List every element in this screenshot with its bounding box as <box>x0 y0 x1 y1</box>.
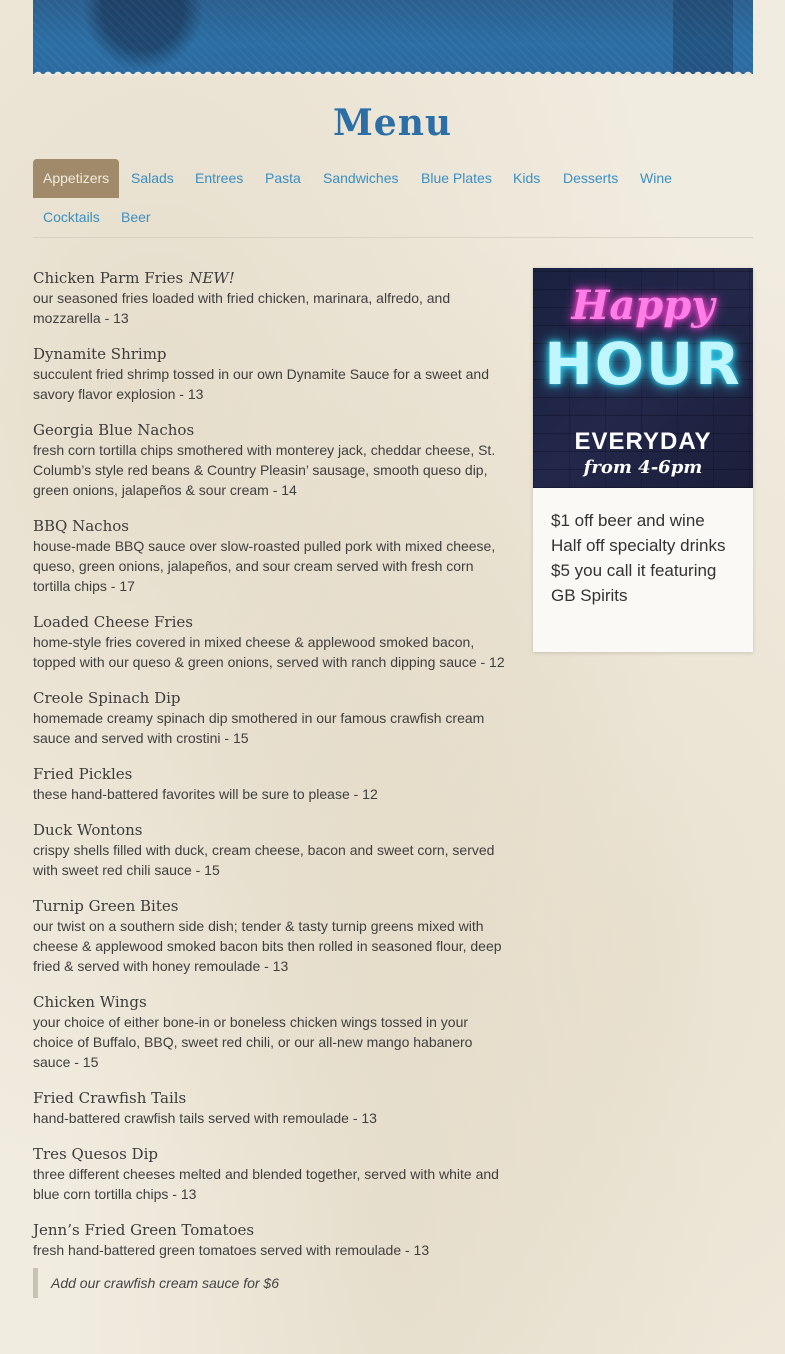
tab-blue-plates[interactable]: Blue Plates <box>421 170 492 186</box>
item-description: our seasoned fries loaded with fried chicken, marinara, alfredo, and mozzarella - 13 <box>33 290 451 326</box>
hours-text: from 4-6pm <box>583 457 703 478</box>
menu-item <box>33 896 505 976</box>
everyday-text: EVERYDAY <box>574 428 712 455</box>
new-badge: NEW! <box>189 269 235 287</box>
menu-item <box>33 688 505 748</box>
happy-hour-image <box>533 268 753 488</box>
item-name: Chicken Parm Fries <box>33 269 184 287</box>
tab-desserts[interactable]: Desserts <box>563 170 619 186</box>
menu-item <box>33 612 505 672</box>
addon-note: Add our crawfish cream sauce for $6 <box>33 1268 505 1298</box>
item-description: succulent fried shrimp tossed in our own Dynamite Sauce for a sweet and savory flavor explosion - 13 <box>33 366 490 402</box>
item-name: BBQ Nachos <box>33 517 129 535</box>
item-description: homemade creamy spinach dip smothered in our famous crawfish cream sauce and served with crostini - 15 <box>33 710 485 746</box>
hero-banner <box>33 0 753 74</box>
item-name: Loaded Cheese Fries <box>33 613 193 631</box>
menu-item <box>33 764 505 804</box>
hero-scalloped-edge <box>33 66 753 76</box>
tab-entrees[interactable]: Entrees <box>195 170 244 186</box>
item-name: Tres Quesos Dip <box>33 1145 158 1163</box>
item-description: our twist on a southern side dish; tender & tasty turnip greens mixed with cheese & applewood smoked bacon bits then rolled in seasoned flour, deep fried & served with honey remoulade - 13 <box>33 918 502 974</box>
menu-item <box>33 992 505 1072</box>
item-description: hand-battered crawfish tails served with remoulade - 13 <box>33 1110 377 1126</box>
item-name: Fried Pickles <box>33 765 133 783</box>
menu-item <box>33 1144 505 1204</box>
promo-line: $5 you call it featuring GB Spirits <box>551 561 717 605</box>
item-name: Jenn’s Fried Green Tomatoes <box>33 1221 255 1239</box>
promo-details <box>533 488 753 608</box>
menu-item <box>33 516 505 596</box>
menu-item <box>33 420 505 500</box>
item-description: fresh hand-battered green tomatoes served with remoulade - 13 <box>33 1242 430 1258</box>
tab-salads[interactable]: Salads <box>131 170 174 186</box>
menu-item <box>33 820 505 880</box>
menu-item <box>33 1220 505 1260</box>
menu-item <box>33 344 505 404</box>
happy-hour-card <box>533 268 753 652</box>
item-description: three different cheeses melted and blended together, served with white and blue corn tortilla chips - 13 <box>33 1166 499 1202</box>
item-name: Fried Crawfish Tails <box>33 1089 187 1107</box>
item-name: Chicken Wings <box>33 993 147 1011</box>
menu-tabs <box>33 159 753 238</box>
tab-appetizers[interactable]: Appetizers <box>33 159 119 198</box>
page-title: Menu <box>332 102 453 144</box>
tab-kids[interactable]: Kids <box>513 170 541 186</box>
item-name: Turnip Green Bites <box>33 897 179 915</box>
item-name: Georgia Blue Nachos <box>33 421 195 439</box>
item-description: fresh corn tortilla chips smothered with monterey jack, cheddar cheese, St. Columb’s style red beans & Country Pleasin’ sausage, smooth queso dip, green onions, jalapeños & sour cream - 14 <box>33 442 496 498</box>
tab-pasta[interactable]: Pasta <box>265 170 301 186</box>
hour-neon-text: HOUR <box>544 330 742 398</box>
item-description: your choice of either bone-in or boneless chicken wings tossed in your choice of Buffalo, BBQ, sweet red chili, or our all-new mango habanero sauce - 15 <box>33 1014 473 1070</box>
tab-sandwiches[interactable]: Sandwiches <box>323 170 399 186</box>
appetizer-list <box>33 268 505 1298</box>
tab-cocktails[interactable]: Cocktails <box>43 209 100 225</box>
tab-wine[interactable]: Wine <box>640 170 672 186</box>
happy-neon-text: Happy <box>571 282 715 329</box>
promo-line: $1 off beer and wine <box>551 511 705 530</box>
item-description: these hand-battered favorites will be sure to please - 12 <box>33 786 378 802</box>
item-description: house-made BBQ sauce over slow-roasted pulled pork with mixed cheese, queso, green onions, jalapeños, and sour cream served with fresh corn tortilla chips - 17 <box>33 538 496 594</box>
item-name: Duck Wontons <box>33 821 143 839</box>
item-description: home-style fries covered in mixed cheese & applewood smoked bacon, topped with our queso & green onions, served with ranch dipping sauce - 12 <box>33 634 505 670</box>
item-name: Creole Spinach Dip <box>33 689 181 707</box>
promo-line: Half off specialty drinks <box>551 536 726 555</box>
menu-item <box>33 268 505 328</box>
tab-beer[interactable]: Beer <box>121 209 151 225</box>
menu-item <box>33 1088 505 1128</box>
item-name: Dynamite Shrimp <box>33 345 167 363</box>
item-description: crispy shells filled with duck, cream cheese, bacon and sweet corn, served with sweet red chili sauce - 15 <box>33 842 495 878</box>
